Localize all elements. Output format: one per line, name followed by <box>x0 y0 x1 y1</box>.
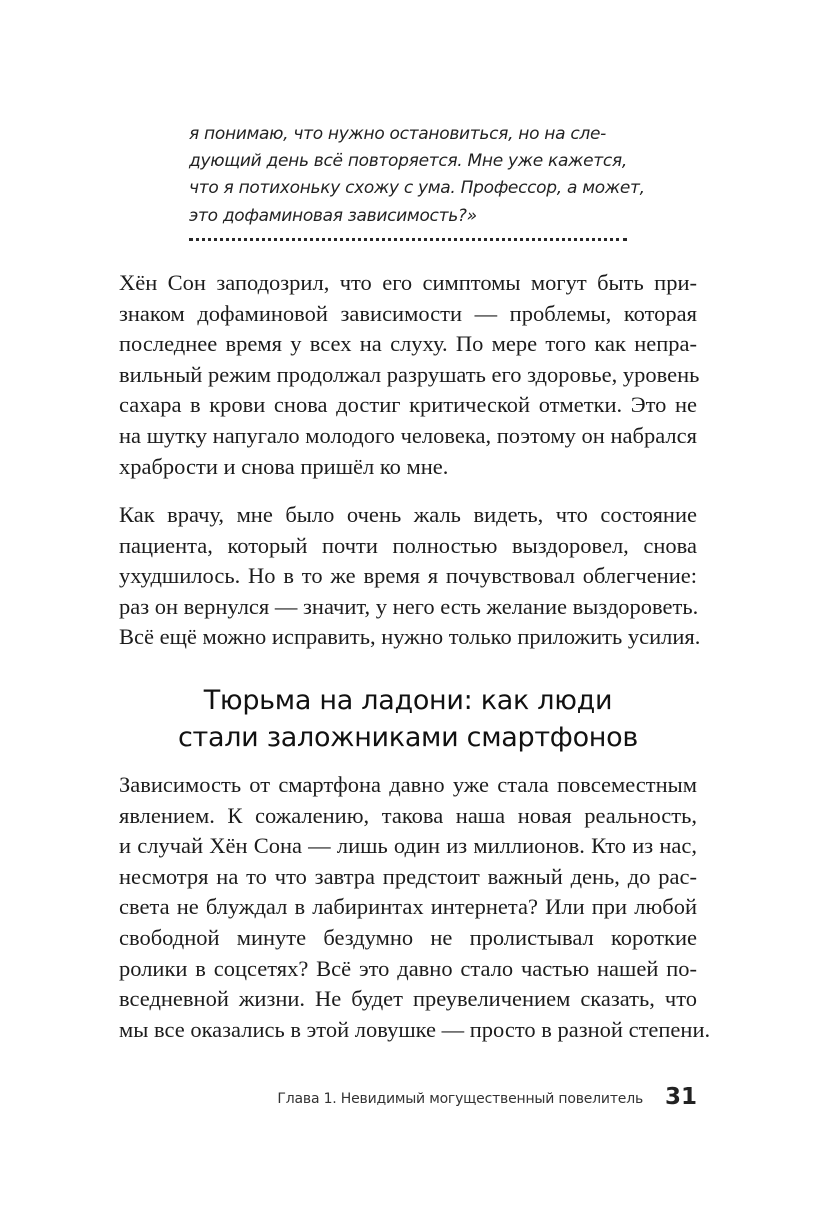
paragraph-line: свободной минуте бездумно не пролистывал короткие <box>119 924 697 950</box>
paragraph <box>119 500 701 653</box>
paragraph-line: Хён Сон заподозрил, что его симптомы могут быть при- <box>119 270 697 295</box>
paragraph-line: Как врачу, мне было очень жаль видеть, что состояние <box>119 502 697 527</box>
paragraph <box>119 268 700 482</box>
paragraph-line: вседневной жизни. Не будет преувеличением сказать, что <box>119 986 697 1012</box>
paragraph-line: ухудшилось. Но в то же время я почувствовал облегчение: <box>119 563 697 589</box>
paragraph-line: на шутку напугало молодого человека, поэтому он набрался <box>119 422 697 448</box>
paragraph-line: мы все оказались в этой ловушке — просто в разной степени. <box>119 1016 711 1042</box>
section-heading <box>119 682 697 756</box>
quote-line: это дофаминовая зависимость?» <box>189 205 477 226</box>
paragraph-line: вильный режим продолжал разрушать его здоровье, уровень <box>119 361 700 387</box>
quote-line: что я потихоньку схожу с ума. Профессор, а может, <box>189 178 645 199</box>
paragraph-line: Зависимость от смартфона давно уже стала повсеместным <box>119 772 697 797</box>
paragraph-line: пациента, который почти полностью выздоровел, снова <box>119 532 697 558</box>
paragraph-line: явлением. К сожалению, такова наша новая реальность, <box>119 802 697 828</box>
paragraph-line: раз он вернулся — значит, у него есть желание выздороветь. <box>119 593 699 619</box>
page-footer <box>250 1084 697 1116</box>
paragraph-line: знаком дофаминовой зависимости — проблемы, которая <box>119 300 697 326</box>
paragraph <box>119 770 711 1045</box>
heading-line: Тюрьма на ладони: как люди <box>203 685 613 716</box>
paragraph-line: несмотря на то что завтра предстоит важный день, до рас- <box>119 863 697 889</box>
paragraph-line: ролики в соцсетях? Всё это давно стало частью нашей по- <box>119 955 697 981</box>
chapter-title: Глава 1. Невидимый могущественный повелитель <box>277 1091 643 1107</box>
paragraph-line: сахара в крови снова достиг критической отметки. Это не <box>119 392 697 418</box>
paragraph-line: света не блуждал в лабиринтах интернета? Или при любой <box>119 894 697 920</box>
quote-line: я понимаю, что нужно остановиться, но на сле- <box>189 124 606 144</box>
quote-line: дующий день всё повторяется. Мне уже кажется, <box>189 151 627 172</box>
paragraph-line: храбрости и снова пришёл ко мне. <box>119 453 449 479</box>
heading-line: стали заложниками смартфонов <box>178 722 638 753</box>
quote-block <box>189 121 649 230</box>
page-number: 31 <box>664 1084 697 1110</box>
paragraph-line: Всё ещё можно исправить, нужно только приложить усилия. <box>119 624 701 650</box>
paragraph-line: и случай Хён Сона — лишь один из миллионов. Кто из нас, <box>119 833 697 859</box>
quote-divider <box>189 238 627 245</box>
paragraph-line: последнее время у всех на слуху. По мере того как непра- <box>119 331 697 357</box>
